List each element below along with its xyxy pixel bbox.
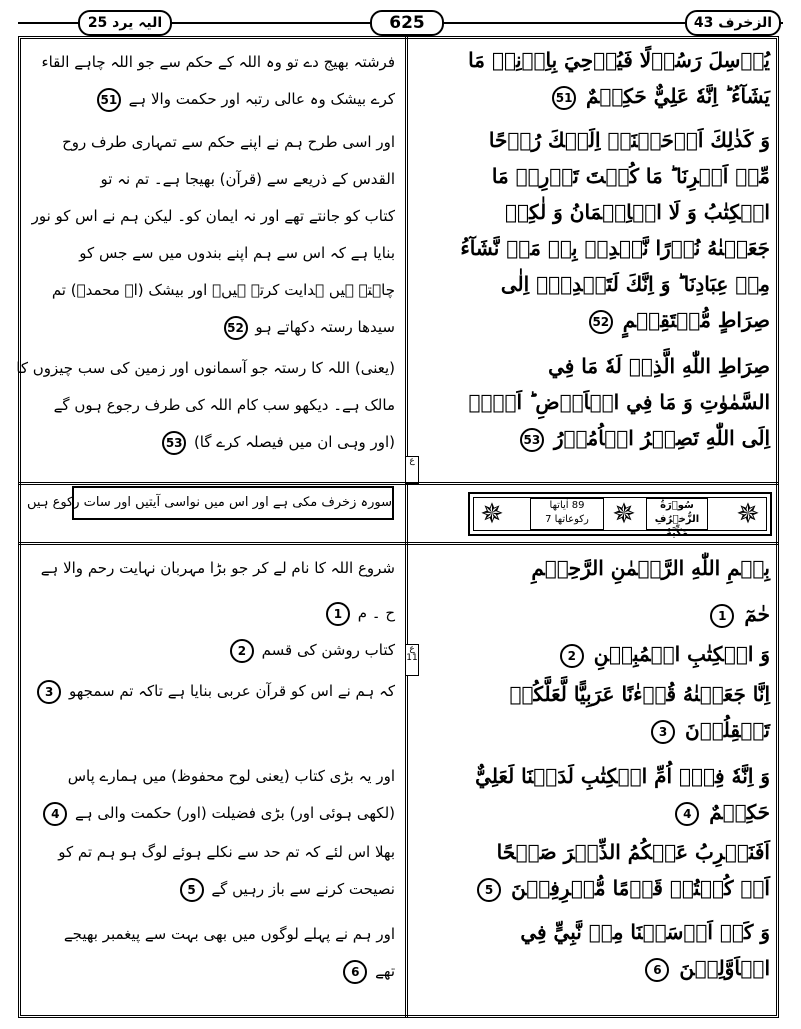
arabic-line	[462, 794, 770, 830]
arabic-line: جَعَلۡنٰهُ نُوۡرًا نَّهۡدِيۡ بِهٖ مَنۡ نَّشَآءُ	[460, 236, 770, 260]
urdu-text: ح ۔ م	[357, 604, 395, 622]
arabic-line: اَفَنَضۡرِبُ عَنۡكُمُ الذِّكۡرَ صَفۡحًا	[496, 840, 770, 864]
arabic-column-upper	[462, 42, 770, 456]
verse-number: 4	[675, 802, 699, 826]
arabic-text: اَنۡ كُنۡتُمۡ قَوۡمًا مُّسۡرِفِيۡنَ	[511, 876, 770, 900]
arabic-text: تَعۡقِلُوۡنَ	[685, 718, 770, 742]
arabic-text: اِلَى اللّٰهِ تَصِيۡرُ الۡاُمُوۡرُ	[553, 426, 770, 450]
urdu-line	[51, 795, 395, 832]
arabic-text: الۡاَوَّلِيۡنَ	[679, 956, 770, 980]
star-ornament-icon: ✵	[736, 497, 760, 530]
verse-number: 5	[180, 878, 204, 902]
page-number: 625	[370, 10, 444, 36]
arabic-text: حَكِيۡمٌ	[709, 800, 770, 824]
verse-number: 51	[97, 88, 121, 112]
urdu-text: کہ ہم نے اس کو قرآن عربی بنایا ہے تاکہ تم سمجھو	[68, 682, 395, 700]
surah-name-cartouche: سُوۡرَةُ الزُّخۡرُفِ مَكِّيَّةٌ	[646, 498, 708, 530]
arabic-line	[462, 712, 770, 748]
arabic-text: حٰمٓ	[744, 602, 770, 626]
arabic-line: يُرۡسِلَ رَسُوۡلًا فَيُوۡحِيَ بِاِذۡنِهٖ مَا	[468, 48, 770, 72]
urdu-text: (لکھی ہوئی اور) بڑی فضیلت (اور) حکمت والی ہے	[75, 804, 395, 822]
urdu-line	[55, 595, 395, 632]
ruku-mark: ع 11	[405, 644, 419, 676]
urdu-text: تھے	[375, 962, 395, 980]
section-separator	[18, 542, 779, 545]
urdu-column-lower	[40, 550, 395, 990]
basmala-arabic: بِسۡمِ اللّٰهِ الرَّحۡمٰنِ الرَّحِيۡمِ	[531, 556, 770, 580]
urdu-line	[55, 953, 395, 990]
ayat-ruku-count	[530, 498, 604, 530]
star-ornament-icon: ✵	[480, 497, 504, 530]
arabic-line: وَ اِنَّهٗ فِيۡۤ اُمِّ الۡكِتٰبِ لَدَيۡنَا لَعَلِيٌّ	[475, 764, 770, 788]
urdu-line: (یعنی) اللہ کا رستہ جو آسمانوں اور زمین کی سب چیزوں کا	[16, 359, 395, 377]
urdu-line	[55, 632, 395, 669]
arabic-line: مِنۡ عِبَادِنَا ؕ وَ اِنَّكَ لَتَهۡدِيۡۤ اِلٰى	[500, 272, 770, 296]
para-label: الیہ یرد 25	[78, 10, 172, 36]
verse-number: 53	[520, 428, 544, 452]
surah-info-box: سورہ زخرف مکی ہے اور اس میں نواسی آیتیں اور سات رکوع ہیں	[72, 486, 394, 520]
urdu-line: اور اسی طرح ہم نے اپنے حکم سے تمہاری طرف روح	[62, 133, 395, 151]
arabic-line: الۡكِتٰبُ وَ لَا الۡاِيۡمَانُ وَ لٰكِنۡ	[505, 200, 770, 224]
urdu-line	[45, 673, 395, 710]
arabic-line	[462, 950, 770, 986]
column-divider	[405, 36, 408, 1018]
urdu-line: اور ہم نے پہلے لوگوں میں بھی بہت سے پیغمبر بھیجے	[63, 925, 395, 943]
basmala-urdu: شروع اللہ کا نام لے کر جو بڑا مہربان نہایت رحم والا ہے	[40, 559, 395, 577]
verse-number: 3	[651, 720, 675, 744]
arabic-line	[462, 420, 770, 456]
ruku-count: رکوعاتھا 7	[545, 514, 589, 525]
verse-number: 1	[710, 604, 734, 628]
arabic-line: صِرَاطِ اللّٰهِ الَّذِيۡ لَهٗ مَا فِي	[548, 354, 770, 378]
arabic-line: اِنَّا جَعَلۡنٰهُ قُرۡءٰنًا عَرَبِيًّا لَّعَلَّكُمۡ	[509, 682, 770, 706]
urdu-line	[55, 424, 395, 461]
verse-number: 4	[43, 802, 67, 826]
arabic-line	[462, 302, 770, 338]
urdu-line: فرشتہ بھیج دے تو وہ اللہ کے حکم سے جو اللہ چاہے القاء	[41, 53, 395, 71]
arabic-line	[462, 870, 770, 906]
arabic-line: مِّنۡ اَمۡرِنَا ؕ مَا كُنۡتَ تَدۡرِيۡ مَا	[491, 164, 770, 188]
section-separator	[18, 482, 779, 485]
verse-number: 5	[477, 878, 501, 902]
urdu-line: کتاب کو جانتے تھے اور نہ ایمان کو۔ لیکن ہم نے اس کو نور	[31, 207, 395, 225]
urdu-column-upper	[16, 44, 395, 461]
urdu-line: چاہتے ہیں ہدایت کرتے ہیں۔ اور بیشک (اے محمدؐ) تم	[51, 281, 395, 299]
verse-number: 51	[552, 86, 576, 110]
arabic-line: وَ كَمۡ اَرۡسَلۡنَا مِنۡ نَّبِيٍّ فِي	[520, 920, 770, 944]
verse-number: 52	[589, 310, 613, 334]
arabic-line	[462, 596, 770, 632]
arabic-line: السَّمٰوٰتِ وَ مَا فِي الۡاَرۡضِ ؕ اَلَاۤ	[468, 390, 770, 414]
verse-number: 6	[645, 958, 669, 982]
urdu-line: بنایا ہے کہ اس سے ہم اپنے بندوں میں سے جس کو	[79, 244, 395, 262]
star-ornament-icon: ✵	[612, 497, 636, 530]
surah-banner	[468, 492, 772, 539]
urdu-text: سیدھا رستہ دکھاتے ہو	[255, 318, 395, 336]
verse-number: 2	[560, 644, 584, 668]
urdu-line: القدس کے ذریعے سے (قرآن) بھیجا ہے۔ تم نہ تو	[100, 170, 395, 188]
verse-number: 3	[37, 680, 61, 704]
urdu-text: کرے بیشک وہ عالی رتبہ اور حکمت والا ہے	[128, 90, 395, 108]
urdu-line	[55, 309, 395, 346]
verse-number: 52	[224, 316, 248, 340]
arabic-line	[462, 636, 770, 672]
arabic-text: صِرَاطٍ مُّسۡتَقِيۡمٍ	[622, 308, 770, 332]
urdu-line: مالک ہے۔ دیکھو سب کام اللہ کی طرف رجوع ہوں گے	[53, 396, 395, 414]
urdu-line: بھلا اس لئے کہ تم حد سے نکلے ہوئے لوگ ہو ہم تم کو	[58, 843, 395, 861]
verse-number: 53	[162, 431, 186, 455]
ruku-mark: ع	[405, 456, 419, 484]
quran-page	[10, 6, 791, 1022]
arabic-line: وَ كَذٰلِكَ اَوۡحَيۡنَاۤ اِلَيۡكَ رُوۡحًا	[488, 128, 770, 152]
verse-number: 2	[230, 639, 254, 663]
surah-label: الزخرف 43	[685, 10, 781, 36]
urdu-text: کتاب روشن کی قسم	[261, 641, 395, 659]
verse-number: 1	[326, 602, 350, 626]
arabic-text: يَشَآءُ ؕ اِنَّهٗ عَلِيٌّ حَكِيۡمٌ	[586, 84, 770, 108]
urdu-text: (اور وہی ان میں فیصلہ کرے گا)	[193, 433, 395, 451]
arabic-text: وَ الۡكِتٰبِ الۡمُبِيۡنِ	[593, 642, 770, 666]
arabic-column-lower	[462, 550, 770, 986]
page-header	[18, 6, 783, 34]
urdu-line	[55, 871, 395, 908]
urdu-line	[55, 81, 395, 118]
arabic-line	[462, 78, 770, 114]
ayat-count: 89 اٰیاتھا	[549, 500, 585, 511]
urdu-text: نصیحت کرنے سے باز رہیں گے	[211, 880, 395, 898]
verse-number: 6	[343, 960, 367, 984]
urdu-line: اور یہ بڑی کتاب (یعنی لوح محفوظ) میں ہمارے پاس	[67, 767, 395, 785]
